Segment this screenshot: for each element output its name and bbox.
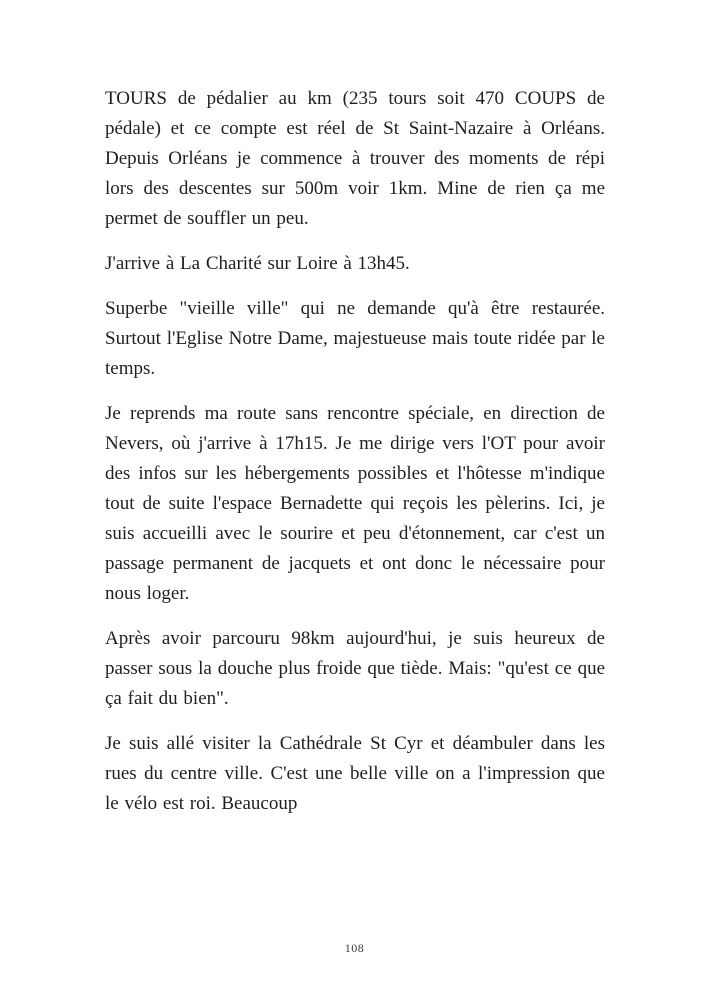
paragraph-arrivee-la-charite: J'arrive à La Charité sur Loire à 13h45. — [105, 253, 410, 274]
paragraph-route-nevers: Je reprends ma route sans rencontre spéciale, en direction de Nevers, où j'arrive à 17h15. Je me dirige vers l'OT pour avoir des infos sur les hébergements possibles et l'hôtesse m'indique tout de suite l'espace Bernadette qui reçois les pèlerins. Ici, je suis accueilli avec le sourire et peu d'étonnement, car c'est un passage permanent de jacquets et ont donc le nécessaire pour nous loger. — [105, 403, 605, 604]
paragraph-vieille-ville: Superbe "vieille ville" qui ne demande qu'à être restaurée. Surtout l'Eglise Notre Dame, majestueuse mais toute ridée par le temps. — [105, 298, 605, 379]
paragraph-cathedrale-st-cyr: Je suis allé visiter la Cathédrale St Cyr et déambuler dans les rues du centre ville. C'est une belle ville on a l'impression que le vélo est roi. Beaucoup — [105, 733, 605, 814]
paragraph-tours-pedalier: TOURS de pédalier au km (235 tours soit 470 COUPS de pédale) et ce compte est réel de St Saint-Nazaire à Orléans. Depuis Orléans je commence à trouver des moments de répi lors des descentes sur 500m voir 1km. Mine de rien ça me permet de souffler un peu. — [105, 88, 605, 229]
paragraph-douche: Après avoir parcouru 98km aujourd'hui, je suis heureux de passer sous la douche plus froide que tiède. Mais: "qu'est ce que ça fait du bien". — [105, 628, 605, 709]
page-number: 108 — [344, 941, 365, 955]
